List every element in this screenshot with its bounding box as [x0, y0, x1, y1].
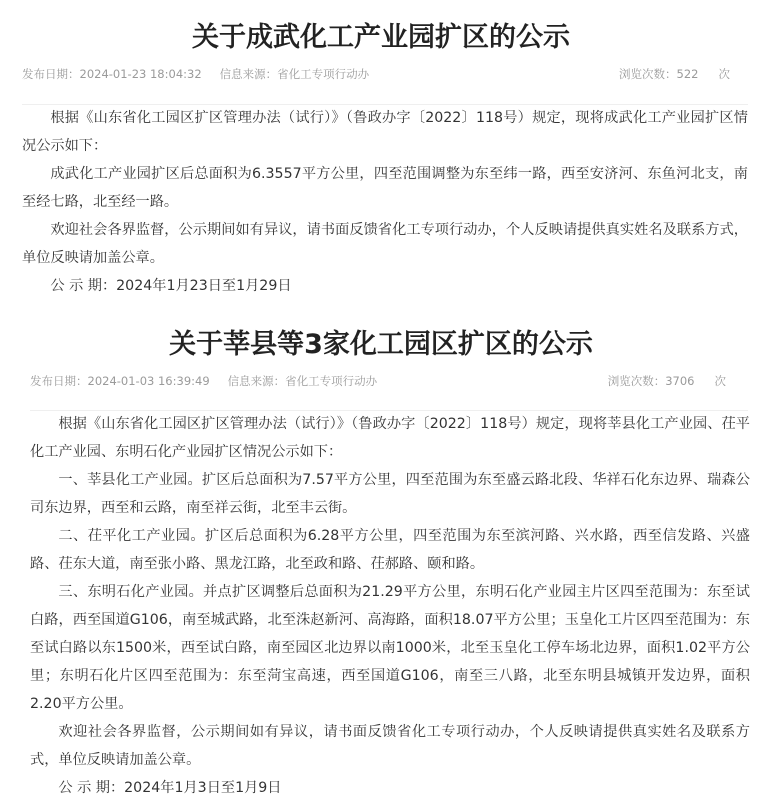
views-label: 浏览次数：: [607, 374, 666, 388]
publish-date-label: 发布日期：: [30, 374, 88, 388]
source-label: 信息来源：: [219, 67, 278, 81]
views-label: 浏览次数：: [619, 67, 677, 81]
notice-article: [0, 308, 762, 796]
notice-period: 公 示 期：2024年1月3日至1月9日: [58, 780, 282, 796]
views-count: 3706: [665, 374, 695, 388]
views-unit: 次: [718, 67, 730, 81]
notice-article: [0, 0, 762, 294]
views-unit: 次: [714, 374, 726, 388]
paragraph: 三、东明石化产业园。并点扩区调整后总面积为21.29平方公里，东明石化产业园主片区四至范围为：东至试白路，西至国道G106，南至城武路，北至洙赵新河、高海路，面积18.07平方公里；玉皇化工片区四至范围为：东至试白路以东1500米，西至试白路，南至园区北边界以南1000米，北至玉皇化工停车场北边界，面积1.02平方公里；东明石化片区四至范围为：东至菏宝高速，西至国道G106，南至三八路，北至东明县城镇开发边界，面积2.20平方公里。: [30, 584, 750, 712]
article-title: 关于成武化工产业园扩区的公示: [192, 22, 570, 53]
meta-right: [619, 66, 730, 82]
source-label: 信息来源：: [227, 374, 286, 388]
publish-date: 2024-01-03 16:39:49: [87, 374, 210, 388]
article-meta: [0, 373, 762, 393]
meta-left: [22, 66, 369, 82]
paragraph: 根据《山东省化工园区扩区管理办法（试行）》（鲁政办字〔2022〕118号）规定，现将莘县化工产业园、茌平化工产业园、东明石化产业园扩区情况公示如下：: [30, 416, 750, 460]
paragraph: 成武化工产业园扩区后总面积为6.3557平方公里，四至范围调整为东至纬一路，西至安济河、东鱼河北支，南至经七路，北至经一路。: [22, 166, 748, 210]
paragraph: 一、莘县化工产业园。扩区后总面积为7.57平方公里，四至范围为东至盛云路北段、华祥石化东边界、瑞森公司东边界，西至和云路，南至祥云街，北至丰云街。: [30, 472, 750, 516]
publish-date: 2024-01-23 18:04:32: [79, 67, 202, 81]
paragraph: 根据《山东省化工园区扩区管理办法（试行）》（鲁政办字〔2022〕118号）规定，现将成武化工产业园扩区情况公示如下：: [22, 110, 748, 154]
article-body: [30, 410, 750, 802]
paragraph: 欢迎社会各界监督，公示期间如有异议，请书面反馈省化工专项行动办，个人反映请提供真实姓名及联系方式，单位反映请加盖公章。: [30, 724, 750, 768]
paragraph: 二、茌平化工产业园。扩区后总面积为6.28平方公里，四至范围为东至滨河路、兴水路，西至信发路、兴盛路、茌东大道，南至张小路、黑龙江路，北至政和路、茌郝路、颐和路。: [30, 528, 750, 572]
source: 省化工专项行动办: [277, 67, 370, 81]
meta-left: [30, 373, 377, 389]
article-title: 关于莘县等3家化工园区扩区的公示: [169, 329, 593, 360]
article-body: [22, 104, 748, 300]
article-meta: [0, 66, 762, 86]
notice-period: 公 示 期：2024年1月23日至1月29日: [50, 278, 292, 294]
meta-right: [608, 373, 726, 389]
views-count: 522: [676, 67, 699, 81]
publish-date-label: 发布日期：: [22, 67, 80, 81]
source: 省化工专项行动办: [285, 374, 378, 388]
paragraph: 欢迎社会各界监督，公示期间如有异议，请书面反馈省化工专项行动办，个人反映请提供真实姓名及联系方式，单位反映请加盖公章。: [22, 222, 748, 266]
